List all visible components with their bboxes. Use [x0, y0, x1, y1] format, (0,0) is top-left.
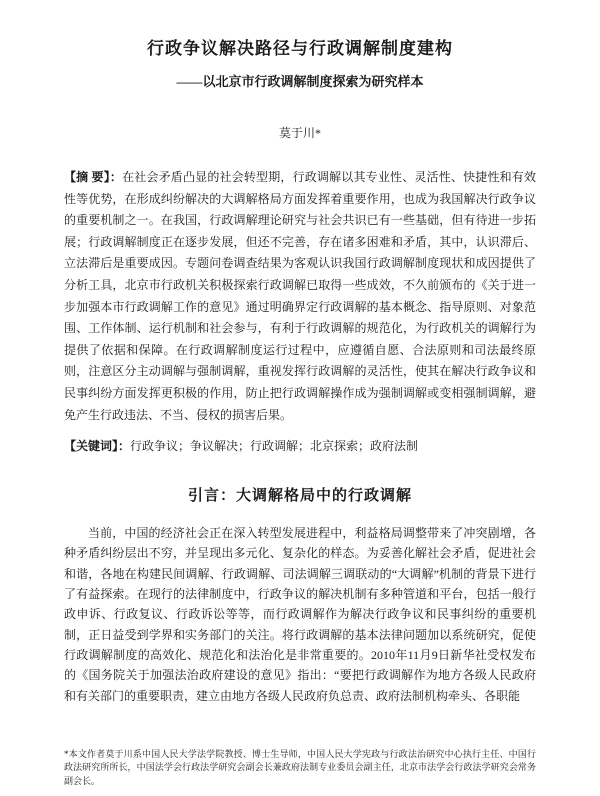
abstract-label: 【摘 要】：	[64, 170, 123, 184]
author-footnote: *本文作者莫于川系中国人民大学法学院教授、博士生导师，中国人民大学宪政与行政法治研究中心执行主任、中国行政法研究所所长，中国法学会行政法学研究会副会长兼政府法制专业委员会副主任，北京市法学会行政法学研究会常务副会长。	[64, 748, 536, 786]
author-name: 莫于川*	[278, 126, 321, 140]
abstract-text: 在社会矛盾凸显的社会转型期，行政调解以其专业性、灵活性、快捷性和有效性等优势，在形成纠纷解决的大调解格局方面发挥着重要作用，也成为我国解决行政争议的重要机制之一。在我国，行政调解理论研究与社会共识已有一些基础，但有待进一步拓展；行政调解制度正在逐步发展，但还不完善，存在诸多困难和矛盾，其中，认识滞后、立法滞后是重要成因。专题问卷调查结果为客观认识我国行政调解制度现状和成因提供了分析工具，北京市行政机关积极探索行政调解已取得一些成效，不久前颁布的《关于进一步加强本市行政调解工作的意见》通过明确界定行政调解的基本概念、指导原则、对象范围、工作体制、运行机制和社会参与，有利于行政调解的规范化，为行政机关的调解行为提供了依据和保障。在行政调解制度运行过程中，应遵循自愿、合法原则和司法最终原则，注意区分主动调解与强制调解，重视发挥行政调解的灵活性，使其在解决行政争议和民事纠纷方面发挥更积极的作用，防止把行政调解操作成为强制调解或变相强制调解，避免产生行政违法、不当、侵权的损害后果。	[64, 170, 536, 422]
body-paragraph: 当前，中国的经济社会正在深入转型发展进程中，利益格局调整带来了冲突剧增，各种矛盾纠纷层出不穷，并呈现出多元化、复杂化的样态。为妥善化解社会矛盾，促进社会和谐，各地在构建民间调解、行政调解、司法调解三调联动的“大调解”机制的背景下进行了有益探索。在现行的法律制度中，行政争议的解决机制有多种管道和平台，包括一般行政申诉、行政复议、行政诉讼等等，而行政调解作为解决行政争议和民事纠纷的重要机制，正日益受到学界和实务部门的关注。将行政调解的基本法律问题加以系统研究，促使行政调解制度的高效化、规范化和法治化是非常重要的。2010年11月9日新华社受权发布的《国务院关于加强法治政府建设的意见》指出：“要把行政调解作为地方各级人民政府和有关部门的重要职责，建立由地方各级人民政府负总责、政府法制机构牵头、各职能	[64, 525, 536, 703]
keywords-text: 行政争议；争议解决；行政调解；北京探索；政府法制	[130, 439, 419, 454]
paper-subtitle: ——以北京市行政调解制度探索为研究样本	[176, 74, 424, 89]
keywords-label: 【关键词】：	[64, 439, 131, 454]
paper-title: 行政争议解决路径与行政调解制度建构	[147, 39, 453, 58]
keywords-block	[64, 436, 536, 458]
abstract-block	[64, 167, 536, 426]
section-heading-introduction: 引言：大调解格局中的行政调解	[187, 487, 412, 504]
